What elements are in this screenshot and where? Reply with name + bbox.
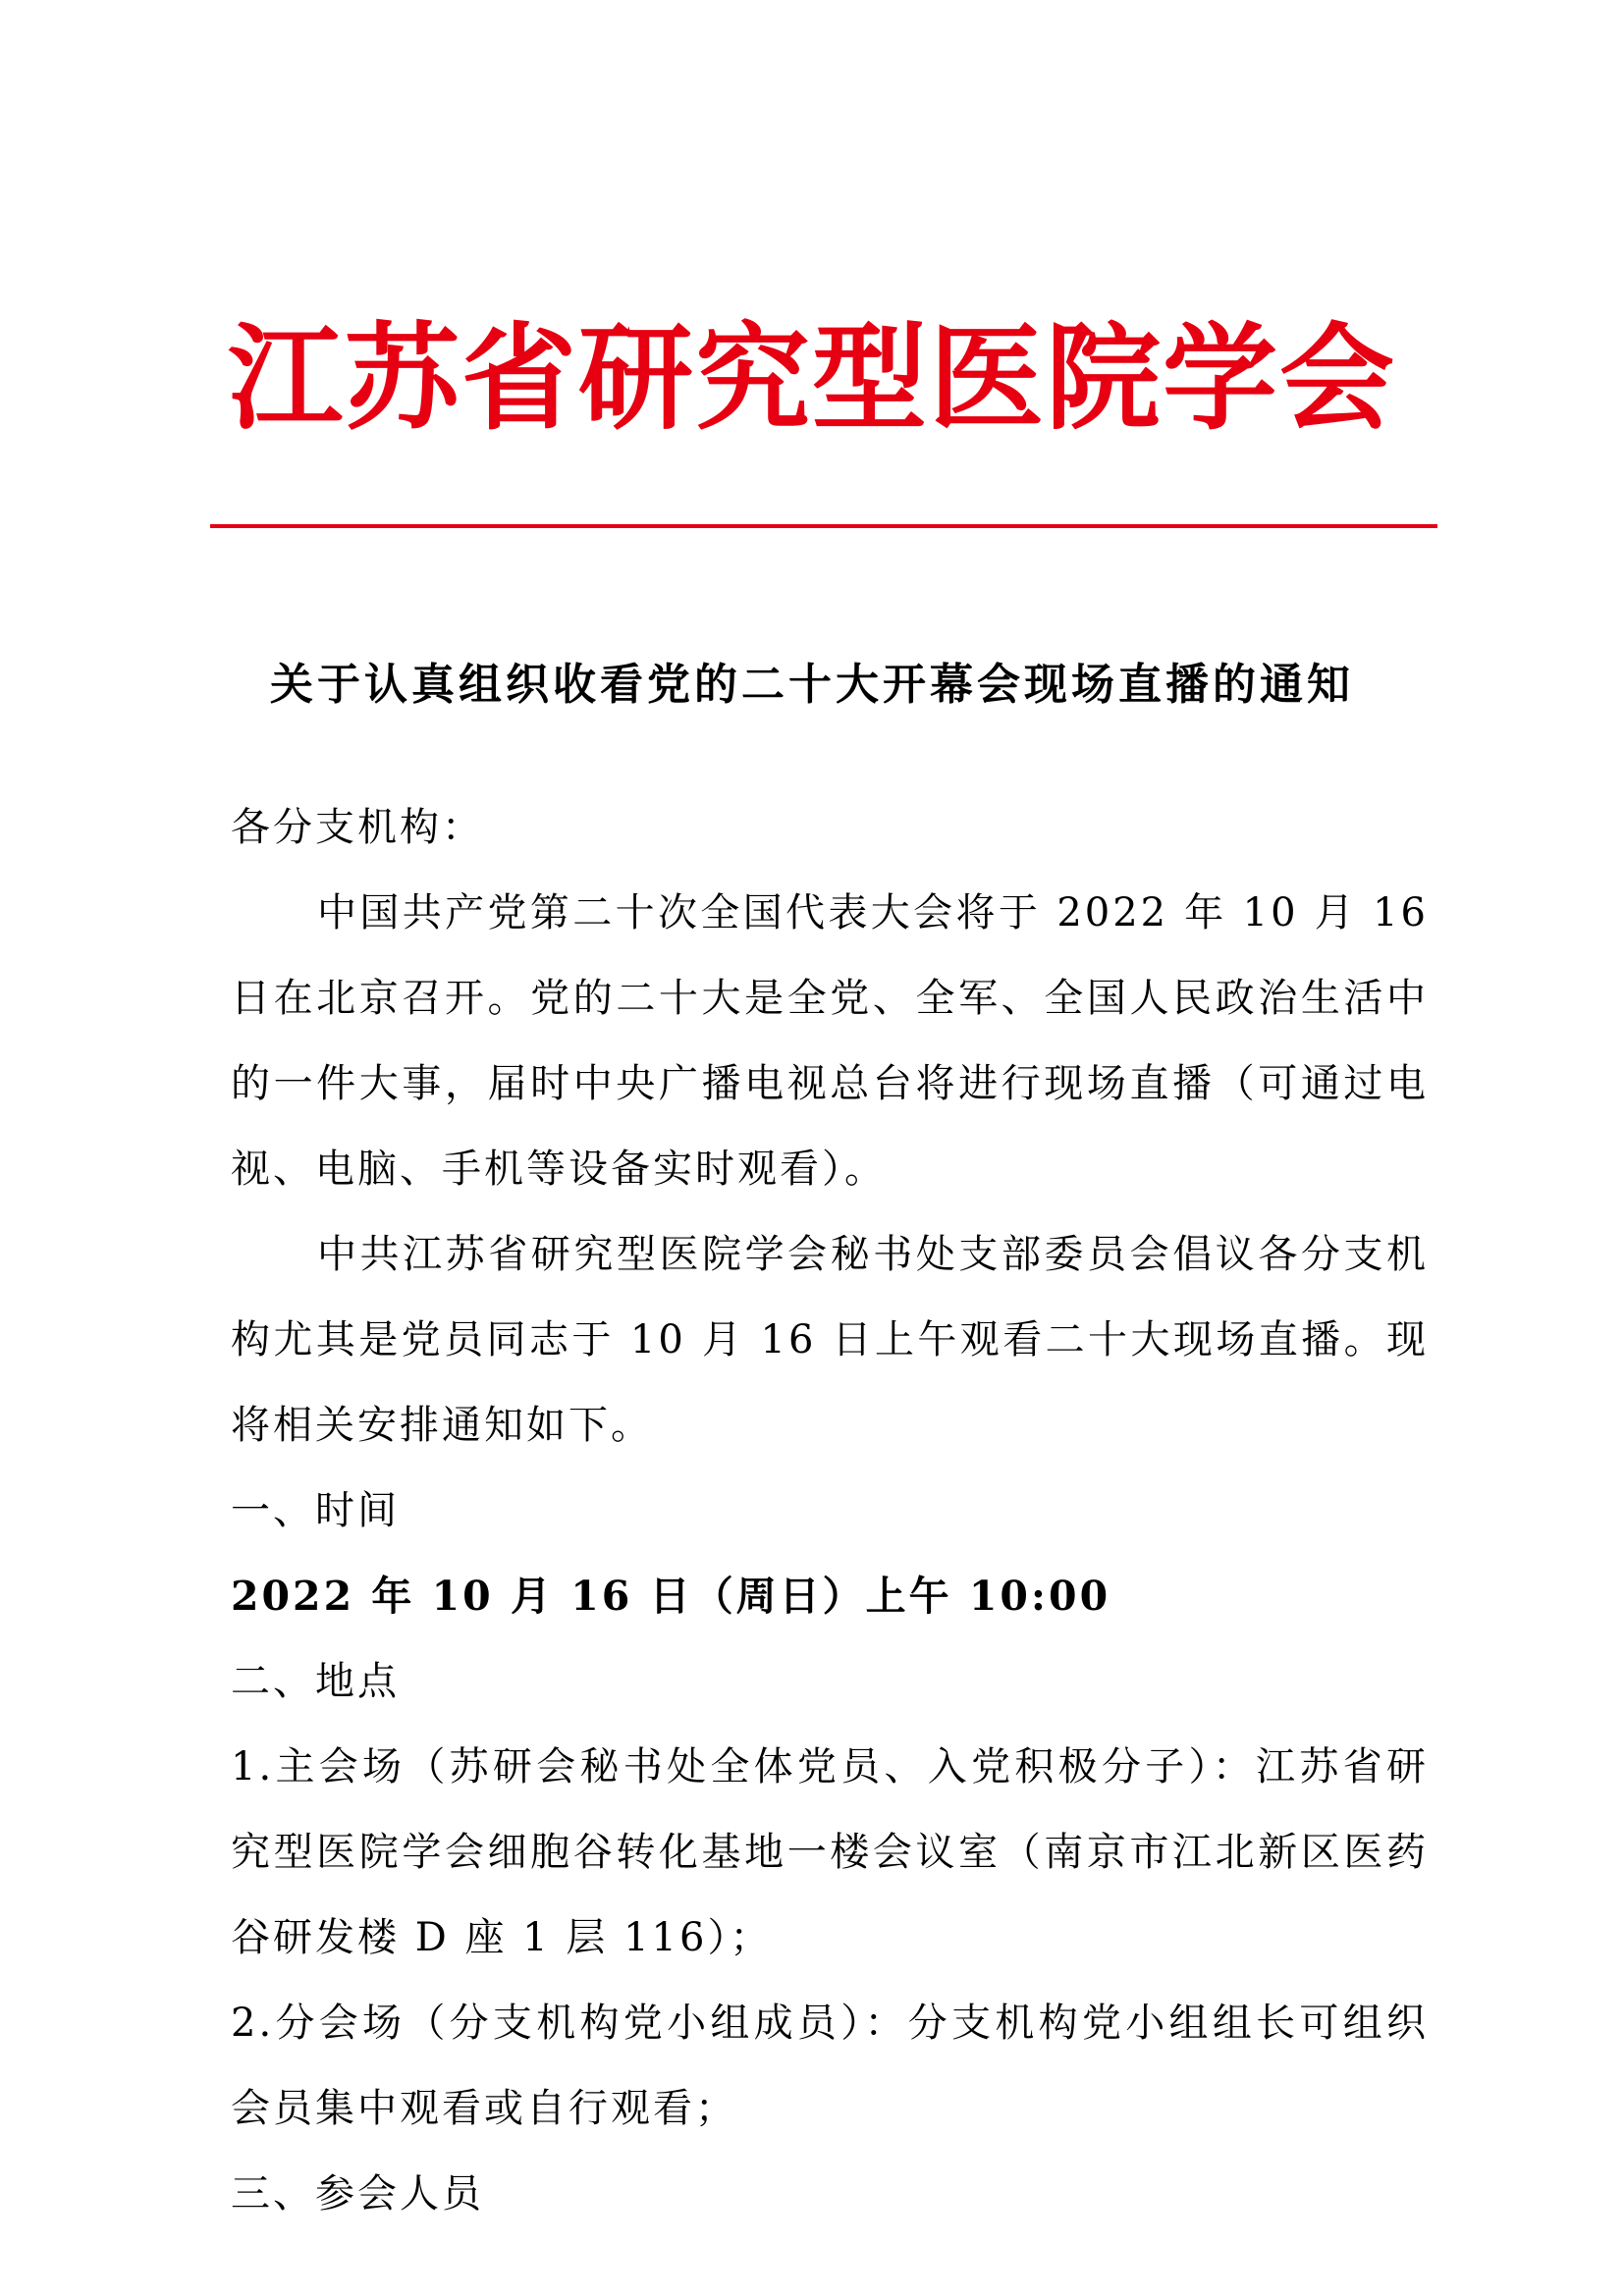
paragraph-proposal: 中共江苏省研究型医院学会秘书处支部委员会倡议各分支机构尤其是党员同志于 10 月 16 日上午观看二十大现场直播。现将相关安排通知如下。 xyxy=(231,1232,1429,1448)
org-masthead: 江苏省研究型医院学会 xyxy=(227,310,1396,446)
notice-title: 关于认真组织收看党的二十大开幕会现场直播的通知 xyxy=(270,660,1354,710)
red-divider-rule xyxy=(210,524,1437,528)
location-item-main-venue: 1.主会场（苏研会秘书处全体党员、入党积极分子）：江苏省研究型医院学会细胞谷转化基地一楼会议室（南京市江北新区医药谷研发楼 D 座 1 层 116）； xyxy=(231,1744,1429,1960)
section-time-heading: 一、时间 xyxy=(231,1488,400,1533)
section-time-value: 2022 年 10 月 16 日（周日）上午 10:00 xyxy=(231,1573,1111,1620)
section-location-heading: 二、地点 xyxy=(231,1659,400,1704)
salutation: 各分支机构： xyxy=(231,805,484,850)
location-item-sub-venue: 2.分会场（分支机构党小组成员）：分支机构党小组组长可组织会员集中观看或自行观看； xyxy=(231,2001,1429,2131)
notice-body xyxy=(231,785,1429,2237)
paragraph-opening: 中国共产党第二十次全国代表大会将于 2022 年 10 月 16 日在北京召开。党的二十大是全党、全军、全国人民政治生活中的一件大事，届时中央广播电视总台将进行现场直播（可通过电视、电脑、手机等设备实时观看）。 xyxy=(231,890,1429,1192)
section-attendees-heading: 三、参会人员 xyxy=(231,2171,484,2216)
